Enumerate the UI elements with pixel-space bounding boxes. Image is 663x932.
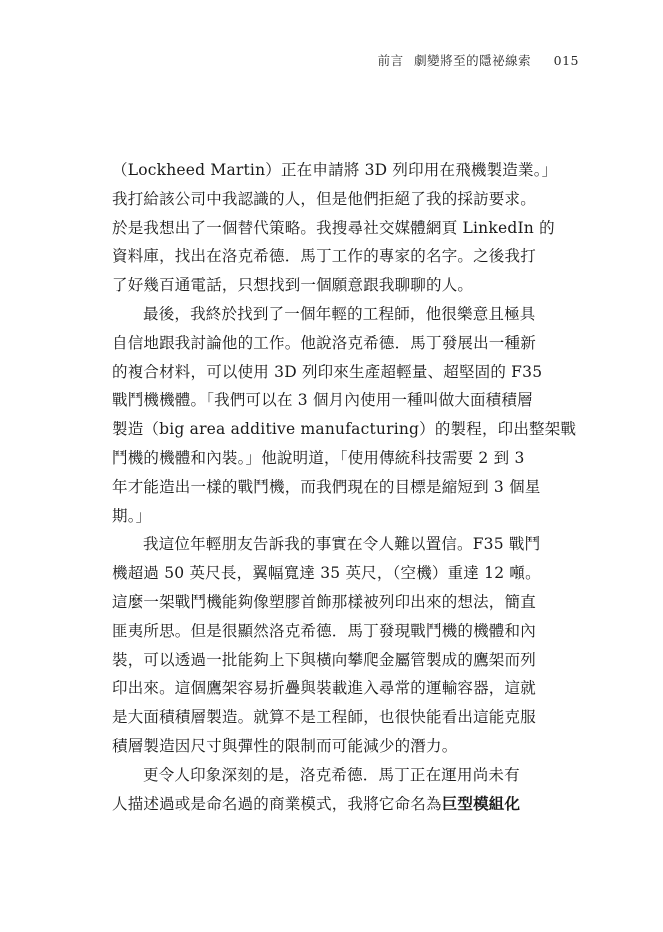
text-line-content: 資料庫，找出在洛克希德．馬丁工作的專家的名字。之後我打 (112, 247, 536, 266)
text-line-13 (112, 502, 580, 531)
text-line-content: 於是我想出了一個替代策略。我搜尋社交媒體網頁 LinkedIn 的 (112, 218, 555, 237)
text-line-content: 人描述過或是命名過的商業模式，我將它命名為 (112, 794, 442, 813)
text-line-20 (112, 703, 580, 732)
text-line-4 (112, 242, 580, 271)
text-line-1 (112, 156, 580, 185)
emphasized-term: 巨型模組化 (441, 793, 521, 813)
text-line-9 (112, 386, 580, 415)
text-line-content: 機超過 50 英尺長，翼幅寬達 35 英尺，（空機）重達 12 噸。 (112, 564, 541, 583)
text-line-content: 的複合材料，可以使用 3D 列印來生產超輕量、超堅固的 F35 (112, 362, 543, 381)
text-line-11 (112, 444, 580, 473)
text-line-content: 更令人印象深刻的是，洛克希德．馬丁正在運用尚未有 (143, 765, 520, 784)
text-line-content: 鬥機的機體和內裝。」他說明道，「使用傳統科技需要 2 到 3 (112, 448, 525, 467)
text-line-10 (112, 415, 580, 444)
text-line-14 (112, 530, 580, 559)
text-line-18 (112, 646, 580, 675)
text-line-content: 最後，我終於找到了一個年輕的工程師，他很樂意且極具 (143, 304, 536, 323)
text-line-content: 我打給該公司中我認識的人，但是他們拒絕了我的採訪要求。 (112, 189, 536, 208)
text-line-12 (112, 473, 580, 502)
text-line-content: 年才能造出一樣的戰鬥機，而我們現在的目標是縮短到 3 個星 (112, 477, 541, 496)
text-line-content: 製造（big area additive manufacturing）的製程，印出整架戰 (112, 420, 577, 439)
text-line-content: 印出來。這個鷹架容易折疊與裝載進入尋常的運輸容器，這就 (112, 679, 536, 698)
running-header (378, 51, 579, 69)
text-line-content: （Lockheed Martin）正在申請將 3D 列印用在飛機製造業。」 (112, 161, 558, 179)
text-line-8 (112, 358, 580, 387)
text-line-5 (112, 271, 580, 300)
text-line-22 (112, 761, 580, 790)
text-line-19 (112, 674, 580, 703)
text-line-21 (112, 732, 580, 761)
header-chapter-title: 劇變將至的隱祕線索 (414, 53, 532, 68)
text-line-23 (112, 790, 580, 819)
page-number: 015 (553, 53, 579, 68)
text-line-2 (112, 185, 580, 214)
text-line-content: 是大面積積層製造。就算不是工程師，也很快能看出這能克服 (112, 708, 536, 727)
text-line-content: 積層製造因尺寸與彈性的限制而可能減少的潛力。 (112, 736, 458, 755)
header-chapter-label: 前言 (377, 53, 404, 68)
text-line-content: 裝，可以透過一批能夠上下與橫向攀爬金屬管製成的鷹架而列 (112, 650, 536, 669)
text-line-17 (112, 617, 580, 646)
body-text (112, 156, 580, 818)
text-line-16 (112, 588, 580, 617)
text-line-content: 戰鬥機機體。「我們可以在 3 個月內使用一種叫做大面積積層 (112, 391, 533, 410)
text-line-content: 我這位年輕朋友告訴我的事實在令人難以置信。F35 戰鬥 (143, 535, 541, 554)
text-line-content: 了好幾百通電話，只想找到一個願意跟我聊聊的人。 (112, 276, 474, 295)
text-line-3 (112, 214, 580, 243)
text-line-content: 期。」 (112, 506, 152, 525)
text-line-content: 自信地跟我討論他的工作。他說洛克希德．馬丁發展出一種新 (112, 333, 536, 352)
text-line-6 (112, 300, 580, 329)
text-line-15 (112, 559, 580, 588)
text-line-content: 匪夷所思。但是很顯然洛克希德．馬丁發現戰鬥機的機體和內 (112, 621, 536, 640)
text-line-content: 這麼一架戰鬥機能夠像塑膠首飾那樣被列印出來的想法，簡直 (112, 592, 536, 611)
text-line-7 (112, 329, 580, 358)
